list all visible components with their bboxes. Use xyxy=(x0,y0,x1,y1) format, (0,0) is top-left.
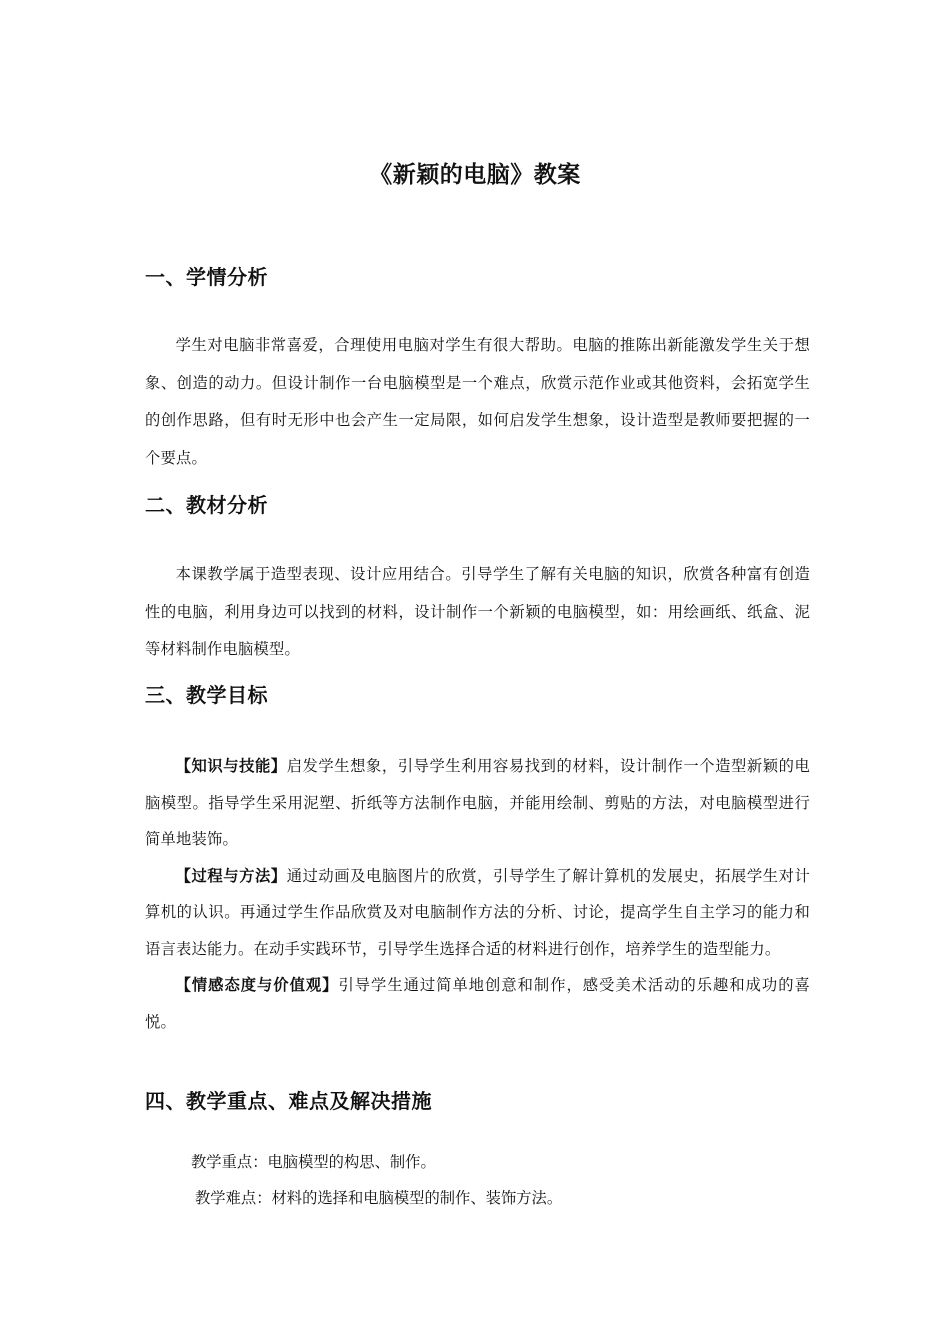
goal-emotion-values xyxy=(145,967,810,1040)
goal-text: 通过动画及电脑图片的欣赏，引导学生了解计算机的发展史，拓展学生对计算机的认识。再通过学生作品欣赏及对电脑制作方法的分析、讨论，提高学生自主学习的能力和语言表达能力。在动手实践环节，引导学生选择合适的材料进行创作，培养学生的造型能力。 xyxy=(145,866,810,958)
section-heading: 三、教学目标 xyxy=(145,683,268,707)
goal-text: 引导学生通过简单地创意和制作，感受美术活动的乐趣和成功的喜悦。 xyxy=(145,976,810,1031)
section-heading: 二、教材分析 xyxy=(145,493,268,517)
section-paragraph: 学生对电脑非常喜爱，合理使用电脑对学生有很大帮助。电脑的推陈出新能激发学生关于想象、创造的动力。但设计制作一台电脑模型是一个难点，欣赏示范作业或其他资料，会拓宽学生的创作思路，但有时无形中也会产生一定局限，如何启发学生想象，设计造型是教师要把握的一个要点。 xyxy=(145,336,810,467)
goal-label: 【情感态度与价值观】 xyxy=(175,976,339,994)
goal-label: 【知识与技能】 xyxy=(175,757,287,775)
difficult-point-item: 教学难点：材料的选择和电脑模型的制作、装饰方法。 xyxy=(195,1189,563,1207)
goal-process-method xyxy=(145,858,810,968)
section-teaching-goals xyxy=(145,680,810,1040)
section-material-analysis xyxy=(145,490,810,669)
section-heading: 一、学情分析 xyxy=(145,265,268,289)
section-learner-analysis xyxy=(145,262,810,477)
goal-text: 启发学生想象，引导学生利用容易找到的材料，设计制作一个造型新颖的电脑模型。指导学生采用泥塑、折纸等方法制作电脑，并能用绘制、剪贴的方法，对电脑模型进行简单地装饰。 xyxy=(145,757,810,848)
goal-knowledge-skills xyxy=(145,748,810,858)
section-key-points xyxy=(145,1086,810,1216)
goal-label: 【过程与方法】 xyxy=(175,866,287,885)
section-paragraph: 本课教学属于造型表现、设计应用结合。引导学生了解有关电脑的知识，欣赏各种富有创造性的电脑，利用身边可以找到的材料，设计制作一个新颖的电脑模型，如：用绘画纸、纸盒、泥等材料制作电脑模型。 xyxy=(145,565,810,658)
key-point-item: 教学重点：电脑模型的构思、制作。 xyxy=(191,1153,436,1171)
section-heading: 四、教学重点、难点及解决措施 xyxy=(145,1089,432,1113)
document-title: 《新颖的电脑》教案 xyxy=(369,162,581,188)
